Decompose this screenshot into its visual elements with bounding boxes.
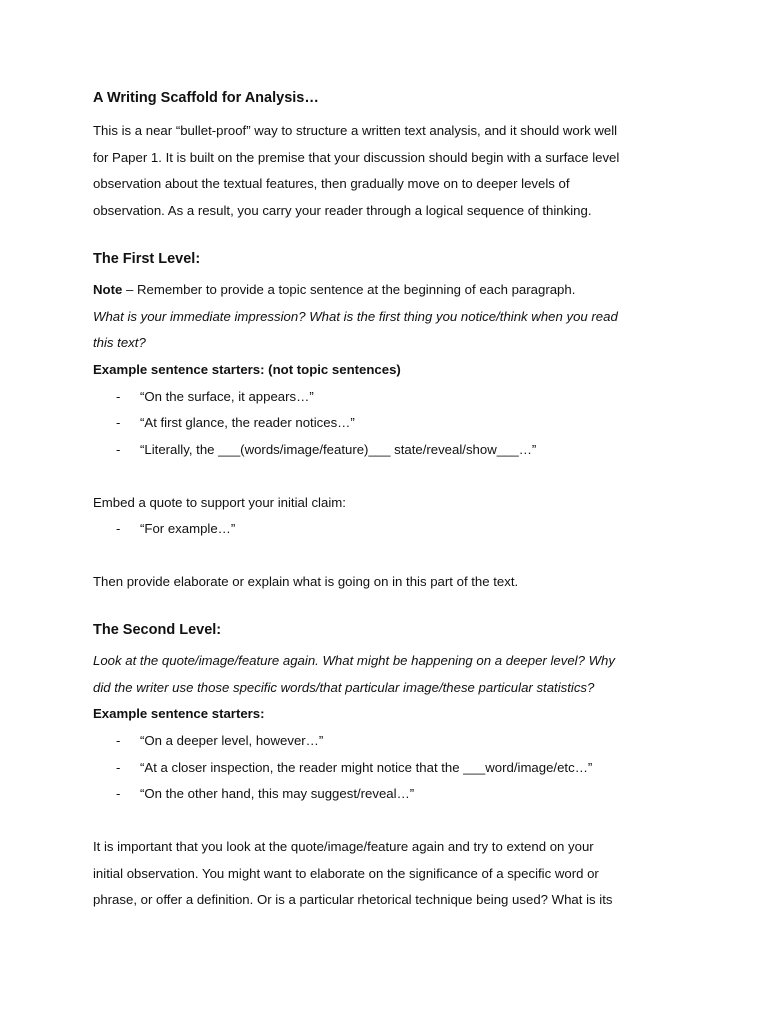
list-item: [93, 516, 693, 543]
second-level-heading: The Second Level:: [93, 621, 222, 638]
starter-text: “On a deeper level, however…”: [140, 732, 324, 748]
closing-line: phrase, or offer a definition. Or is a particular rhetorical technique being used? What is its: [93, 892, 613, 908]
note-text: – Remember to provide a topic sentence at the beginning of each paragraph.: [122, 281, 576, 297]
dash-marker: -: [116, 415, 121, 431]
starter-text: “For example…”: [140, 521, 236, 537]
list-item: [93, 728, 693, 755]
closing-line: It is important that you look at the quote/image/feature again and try to extend on your: [93, 839, 594, 855]
intro-line: observation. As a result, you carry your reader through a logical sequence of thinking.: [93, 203, 592, 219]
list-item: [93, 410, 693, 437]
intro-line: observation about the textual features, then gradually move on to deeper levels of: [93, 176, 570, 192]
spacer: [93, 808, 693, 834]
embed-quote-label: Embed a quote to support your initial claim:: [93, 494, 346, 510]
embed-quote-list: [93, 516, 693, 543]
elaborate-line: Then provide elaborate or explain what is going on in this part of the text.: [93, 574, 519, 590]
second-level-question-line: did the writer use those specific words/that particular image/these particular statistics?: [93, 679, 595, 695]
first-level-starters-list: [93, 384, 693, 464]
starter-text: “At a closer inspection, the reader might notice that the ___word/image/etc…”: [140, 759, 593, 775]
starter-text: “Literally, the ___(words/image/feature)___ state/reveal/show___…”: [140, 442, 537, 458]
spacer: [93, 464, 693, 490]
first-level-note: [93, 277, 693, 304]
document-page: [93, 88, 693, 914]
starter-text: “At first glance, the reader notices…”: [140, 415, 355, 431]
first-level-question-line: What is your immediate impression? What is the first thing you notice/think when you read: [93, 308, 618, 324]
list-item: [93, 781, 693, 808]
second-level-starters-label: Example sentence starters:: [93, 706, 265, 722]
intro-line: for Paper 1. It is built on the premise that your discussion should begin with a surface level: [93, 149, 620, 165]
list-item: [93, 384, 693, 411]
dash-marker: -: [116, 732, 121, 748]
dash-marker: -: [116, 521, 121, 537]
starter-text: “On the other hand, this may suggest/reveal…”: [140, 786, 415, 802]
note-label: Note: [93, 281, 123, 297]
closing-paragraph: [93, 834, 693, 914]
list-item: [93, 755, 693, 782]
intro-paragraph: [93, 118, 693, 225]
dash-marker: -: [116, 759, 121, 775]
dash-marker: -: [116, 388, 121, 404]
closing-line: initial observation. You might want to elaborate on the significance of a specific word or: [93, 865, 599, 881]
second-level-question-line: Look at the quote/image/feature again. What might be happening on a deeper level? Why: [93, 652, 615, 668]
dash-marker: -: [116, 786, 121, 802]
first-level-heading: The First Level:: [93, 250, 201, 267]
spacer: [93, 543, 693, 569]
starter-text: “On the surface, it appears…”: [140, 388, 314, 404]
second-level-starters-list: [93, 728, 693, 808]
dash-marker: -: [116, 442, 121, 458]
list-item: [93, 437, 693, 464]
document-title: A Writing Scaffold for Analysis…: [93, 90, 319, 106]
intro-line: This is a near “bullet-proof” way to structure a written text analysis, and it should work well: [93, 123, 618, 138]
first-level-question-line: this text?: [93, 335, 146, 351]
first-level-starters-label: Example sentence starters: (not topic sentences): [93, 361, 401, 377]
